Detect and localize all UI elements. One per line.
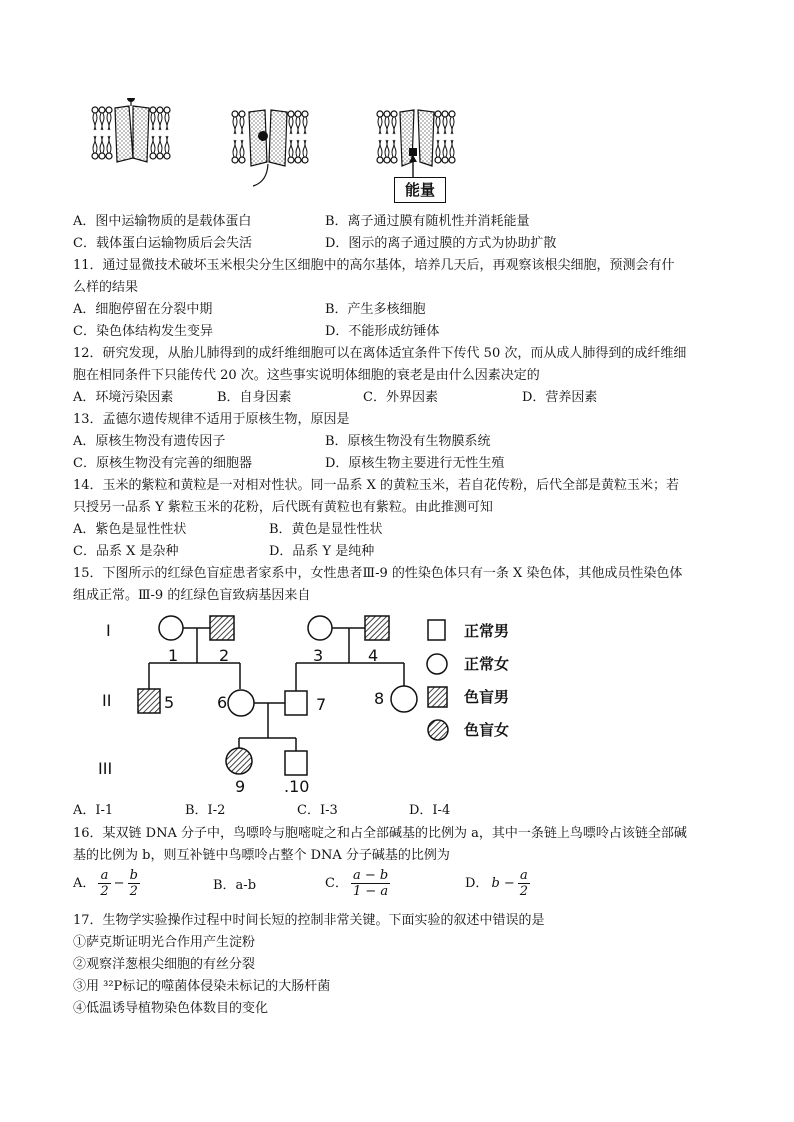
q15-stem-line2: 组成正常。Ⅲ-9 的红绿色盲致病基因来自: [73, 588, 311, 603]
q11-option-c: C．染色体结构发生变异: [73, 324, 213, 339]
generation-label-3: III: [98, 759, 113, 778]
q12-option-d: D．营养因素: [522, 390, 598, 405]
member-4: [365, 616, 389, 640]
member-6: [228, 690, 254, 716]
q16-stem-line1: 16．某双链 DNA 分子中，鸟嘌呤与胞嘧啶之和占全部碱基的比例为 a，其中一条链上鸟嘌呤占该链全部碱: [73, 826, 687, 841]
q10-option-b: B．离子通过膜有随机性并消耗能量: [325, 214, 530, 229]
member-9-label: 9: [235, 777, 246, 796]
q16-option-d: D． b − $\frac{a}{2}$: [465, 868, 529, 899]
q12-option-b: B．自身因素: [217, 390, 292, 405]
q11-stem-line1: 11．通过显微技术破坏玉米根尖分生区细胞中的高尔基体，培养几天后，再观察该根尖细胞，预测会有什: [73, 258, 675, 273]
q14-option-c: C．品系 X 是杂种: [73, 544, 179, 559]
member-8-label: 8: [374, 689, 385, 708]
q16-option-c: C． $\frac{a - b}{1 - a}$: [325, 868, 389, 899]
q11-option-d: D．不能形成纺锤体: [325, 324, 440, 339]
member-5: [138, 689, 160, 713]
q14-stem-line1: 14．玉米的紫粒和黄粒是一对相对性状。同一品系 X 的黄粒玉米，若自花传粉，后代全部是黄粒玉米；若: [73, 478, 680, 493]
q11-stem-line2: 么样的结果: [73, 280, 139, 295]
q15-option-c: C．I-3: [297, 803, 338, 818]
generation-label-2: II: [102, 691, 112, 710]
q17-item-4: ④低温诱导植物染色体数目的变化: [73, 1001, 269, 1016]
q16-option-a: A． $\frac{a}{2}$ − $\frac{b}{2}$: [73, 868, 138, 899]
member-3: [308, 616, 332, 640]
member-3-label: 3: [313, 646, 324, 665]
energy-box: 能量: [394, 177, 446, 203]
member-1: [159, 616, 183, 640]
q10-option-d: D．图示的离子通过膜的方式为协助扩散: [325, 236, 557, 251]
legend-normal-female-symbol: [427, 654, 447, 674]
q13-option-d: D．原核生物主要进行无性生殖: [325, 456, 505, 471]
legend-normal-male: 正常男: [464, 622, 510, 640]
q15-option-b: B．I-2: [185, 803, 226, 818]
q17-item-3: ③用 ³²P标记的噬菌体侵染未标记的大肠杆菌: [73, 979, 331, 994]
member-5-label: 5: [164, 693, 175, 712]
q10-option-c: C．载体蛋白运输物质后会失活: [73, 236, 252, 251]
legend-normal-female: 正常女: [464, 655, 510, 673]
q13-stem: 13．孟德尔遗传规律不适用于原核生物，原因是: [73, 412, 350, 427]
q17-item-2: ②观察洋葱根尖细胞的有丝分裂: [73, 957, 256, 972]
member-10-label: .10: [284, 777, 310, 796]
membrane-figure-2: [232, 110, 308, 186]
q14-stem-line2: 只授另一品系 Y 紫粒玉米的花粉，后代既有黄粒也有紫粒。由此推测可知: [73, 500, 493, 515]
member-6-label: 6: [217, 693, 228, 712]
q14-option-b: B．黄色是显性性状: [269, 522, 383, 537]
generation-label-1: I: [106, 621, 111, 640]
member-8: [391, 686, 417, 712]
q13-option-a: A．原核生物没有遗传因子: [73, 434, 226, 449]
member-7-label: 7: [316, 695, 327, 714]
q12-stem-line1: 12．研究发现，从胎儿肺得到的成纤维细胞可以在离体适宜条件下传代 50 次，而从成人肺得到的成纤维细: [73, 346, 687, 361]
member-2-label: 2: [219, 646, 230, 665]
membrane-figure-1: [92, 98, 170, 162]
member-9: [226, 748, 252, 774]
legend-colorblind-female: 色盲女: [464, 721, 510, 739]
q13-option-b: B．原核生物没有生物膜系统: [325, 434, 491, 449]
member-10: [285, 751, 307, 775]
member-4-label: 4: [368, 646, 379, 665]
q15-option-d: D．I-4: [409, 803, 451, 818]
q15-option-a: A．I-1: [73, 803, 114, 818]
legend-colorblind-male-symbol: [428, 687, 447, 707]
legend-normal-male-symbol: [428, 620, 445, 640]
legend-colorblind-male: 色盲男: [464, 688, 510, 706]
q10-option-a: A．图中运输物质的是载体蛋白: [73, 214, 252, 229]
member-1-label: 1: [168, 646, 179, 665]
q11-option-b: B．产生多核细胞: [325, 302, 426, 317]
q12-stem-line2: 胞在相同条件下只能传代 20 次。这些事实说明体细胞的衰老是由什么因素决定的: [73, 368, 540, 383]
q12-option-c: C．外界因素: [363, 390, 438, 405]
legend-colorblind-female-symbol: [428, 720, 448, 740]
q17-item-1: ①萨克斯证明光合作用产生淀粉: [73, 935, 256, 950]
pedigree-chart: [72, 608, 572, 798]
membrane-figure-3: [377, 110, 455, 178]
q14-option-a: A．紫色是显性性状: [73, 522, 187, 537]
member-2: [210, 616, 234, 640]
q15-stem-line1: 15．下图所示的红绿色盲症患者家系中，女性患者Ⅲ-9 的性染色体只有一条 X 染色体，其他成员性染色体: [73, 566, 683, 581]
q11-option-a: A．细胞停留在分裂中期: [73, 302, 213, 317]
member-7: [285, 691, 307, 715]
q12-option-a: A．环境污染因素: [73, 390, 174, 405]
q14-option-d: D．品系 Y 是纯种: [269, 544, 375, 559]
q13-option-c: C．原核生物没有完善的细胞器: [73, 456, 252, 471]
q17-stem: 17．生物学实验操作过程中时间长短的控制非常关键。下面实验的叙述中错误的是: [73, 913, 545, 928]
q16-stem-line2: 基的比例为 b，则互补链中鸟嘌呤占整个 DNA 分子碱基的比例为: [73, 848, 450, 863]
q16-option-b: B．a-b: [213, 878, 257, 893]
